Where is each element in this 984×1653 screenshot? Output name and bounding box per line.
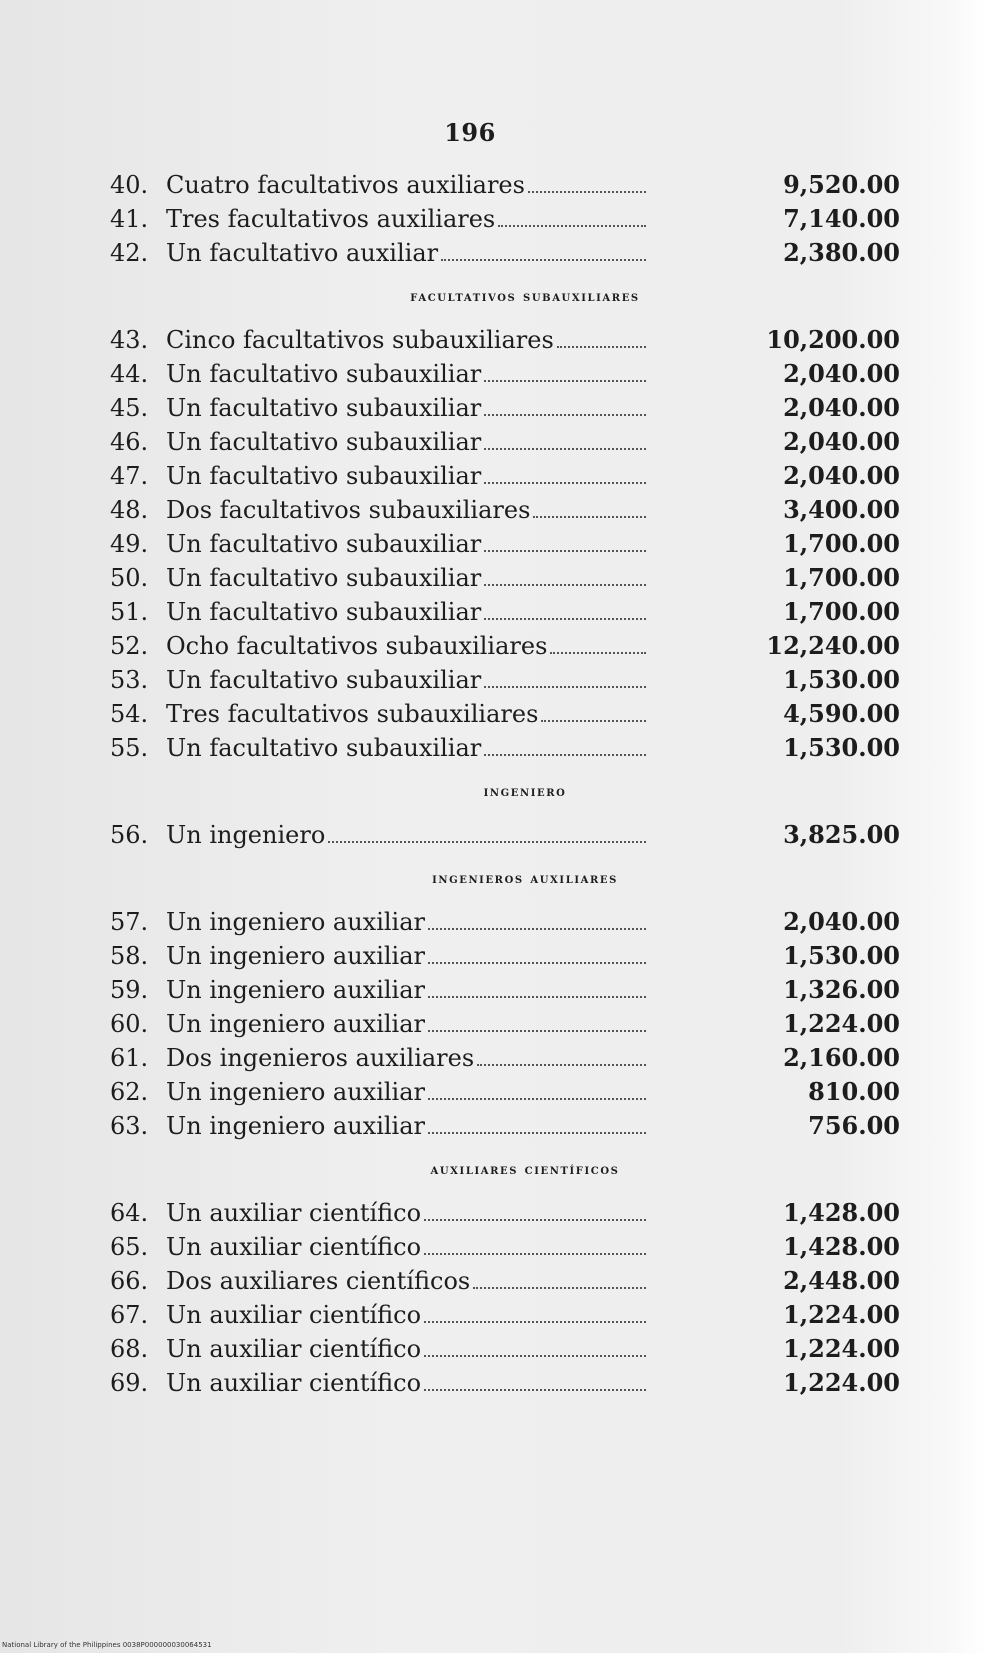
dot-leader [477,1064,646,1066]
item-description-text: Un facultativo subauxiliar [166,734,482,762]
item-amount: 2,040.00 [783,393,900,422]
item-description-text: Un facultativo auxiliar [166,239,439,267]
item-description-text: Un ingeniero auxiliar [166,1112,426,1140]
item-number: 66. [110,1267,149,1295]
line-item [110,461,900,495]
item-description-text: Un facultativo subauxiliar [166,530,482,558]
item-number: 43. [110,326,149,354]
item-number: 48. [110,496,149,524]
item-amount: 4,590.00 [783,699,900,728]
item-number: 40. [110,171,149,199]
dot-leader [484,380,646,382]
item-description-text: Tres facultativos auxiliares [166,205,496,233]
item-description [166,1044,646,1072]
item-description-text: Un facultativo subauxiliar [166,564,482,592]
item-description [166,821,646,849]
item-description-text: Dos auxiliares científicos [166,1267,471,1295]
item-description [166,976,646,1004]
section-heading: ingenieros auxiliares [432,870,618,887]
item-description-text: Un facultativo subauxiliar [166,462,482,490]
line-item [110,427,900,461]
item-description-text: Un ingeniero [166,821,326,849]
item-number: 65. [110,1233,149,1261]
item-amount: 2,040.00 [783,359,900,388]
item-description [166,564,646,592]
item-description-text: Un facultativo subauxiliar [166,394,482,422]
item-description-text: Cinco facultativos subauxiliares [166,326,554,354]
item-description-text: Un auxiliar científico [166,1369,422,1397]
scan-footer: National Library of the Philippines 0038P000000030064531 [2,1641,212,1649]
page-edge-highlight [944,0,984,1653]
item-number: 54. [110,700,149,728]
item-description [166,632,646,660]
dot-leader [328,841,646,843]
item-amount: 1,428.00 [783,1232,900,1261]
item-description [166,1078,646,1106]
line-item [110,1334,900,1368]
line-item [110,1198,900,1232]
item-description-text: Un ingeniero auxiliar [166,976,426,1004]
dot-leader [473,1287,646,1289]
item-amount: 1,224.00 [783,1009,900,1038]
dot-leader [484,414,646,416]
dot-leader [424,1321,646,1323]
item-number: 68. [110,1335,149,1363]
item-description-text: Un facultativo subauxiliar [166,666,482,694]
line-item [110,941,900,975]
item-number: 64. [110,1199,149,1227]
line-item [110,733,900,767]
item-number: 59. [110,976,149,1004]
section-heading: facultativos subauxiliares [410,288,640,305]
dot-leader [533,516,646,518]
line-item [110,238,900,272]
item-amount: 1,700.00 [783,597,900,626]
line-item [110,1009,900,1043]
item-number: 58. [110,942,149,970]
dot-leader [424,1355,646,1357]
item-description-text: Un facultativo subauxiliar [166,598,482,626]
item-description [166,1335,646,1363]
item-description [166,700,646,728]
item-description [166,598,646,626]
item-description [166,530,646,558]
item-amount: 2,040.00 [783,907,900,936]
dot-leader [424,1219,646,1221]
line-item [110,1077,900,1111]
line-item [110,204,900,238]
item-description-text: Tres facultativos subauxiliares [166,700,539,728]
dot-leader [557,346,646,348]
item-amount: 7,140.00 [783,204,900,233]
item-description [166,1112,646,1140]
item-description-text: Un auxiliar científico [166,1301,422,1329]
line-item [110,1266,900,1300]
dot-leader [424,1253,646,1255]
item-description-text: Un ingeniero auxiliar [166,908,426,936]
item-number: 53. [110,666,149,694]
item-description [166,360,646,388]
dot-leader [484,448,646,450]
item-number: 50. [110,564,149,592]
line-item [110,495,900,529]
line-item [110,359,900,393]
dot-leader [428,996,646,998]
item-amount: 1,326.00 [783,975,900,1004]
item-amount: 2,380.00 [783,238,900,267]
item-description-text: Un facultativo subauxiliar [166,360,482,388]
item-description [166,1233,646,1261]
item-number: 63. [110,1112,149,1140]
item-number: 52. [110,632,149,660]
item-description [166,1010,646,1038]
item-description-text: Ocho facultativos subauxiliares [166,632,548,660]
item-amount: 3,400.00 [783,495,900,524]
item-amount: 1,428.00 [783,1198,900,1227]
dot-leader [484,482,646,484]
dot-leader [428,1030,646,1032]
line-item [110,597,900,631]
item-amount: 10,200.00 [766,325,900,354]
item-amount: 2,040.00 [783,427,900,456]
item-number: 47. [110,462,149,490]
item-description [166,496,646,524]
item-number: 45. [110,394,149,422]
item-number: 49. [110,530,149,558]
item-amount: 1,700.00 [783,529,900,558]
item-description [166,942,646,970]
item-description-text: Un auxiliar científico [166,1335,422,1363]
dot-leader [550,652,646,654]
item-number: 69. [110,1369,149,1397]
item-number: 56. [110,821,149,849]
item-number: 55. [110,734,149,762]
dot-leader [484,686,646,688]
line-item [110,170,900,204]
item-description-text: Un facultativo subauxiliar [166,428,482,456]
item-description [166,734,646,762]
item-description-text: Dos facultativos subauxiliares [166,496,531,524]
item-amount: 1,224.00 [783,1368,900,1397]
item-amount: 3,825.00 [783,820,900,849]
item-description [166,1267,646,1295]
line-item [110,631,900,665]
section-heading: auxiliares científicos [430,1161,620,1178]
item-amount: 756.00 [808,1111,900,1140]
line-item [110,563,900,597]
item-number: 62. [110,1078,149,1106]
item-amount: 2,448.00 [783,1266,900,1295]
item-description [166,326,646,354]
item-description-text: Un ingeniero auxiliar [166,1078,426,1106]
line-item [110,393,900,427]
dot-leader [424,1389,646,1391]
item-amount: 2,160.00 [783,1043,900,1072]
line-item [110,975,900,1009]
item-amount: 810.00 [808,1077,900,1106]
line-item [110,1043,900,1077]
item-amount: 1,530.00 [783,733,900,762]
line-item [110,665,900,699]
item-amount: 1,530.00 [783,665,900,694]
line-item [110,699,900,733]
item-amount: 1,530.00 [783,941,900,970]
item-description [166,239,646,267]
dot-leader [428,1098,646,1100]
item-number: 67. [110,1301,149,1329]
dot-leader [541,720,646,722]
item-number: 60. [110,1010,149,1038]
dot-leader [484,618,646,620]
line-item [110,529,900,563]
dot-leader [428,928,646,930]
item-description [166,428,646,456]
line-item [110,1111,900,1145]
item-description-text: Cuatro facultativos auxiliares [166,171,525,199]
item-number: 57. [110,908,149,936]
item-description-text: Dos ingenieros auxiliares [166,1044,475,1072]
item-description-text: Un ingeniero auxiliar [166,1010,426,1038]
dot-leader [484,754,646,756]
item-amount: 1,700.00 [783,563,900,592]
dot-leader [498,225,646,227]
item-number: 51. [110,598,149,626]
item-amount: 12,240.00 [766,631,900,660]
dot-leader [441,259,646,261]
dot-leader [484,550,646,552]
dot-leader [428,962,646,964]
item-description [166,205,646,233]
line-item [110,1368,900,1402]
item-amount: 1,224.00 [783,1334,900,1363]
line-item [110,325,900,359]
dot-leader [428,1132,646,1134]
dot-leader [484,584,646,586]
line-item [110,907,900,941]
item-description-text: Un auxiliar científico [166,1233,422,1261]
budget-list [110,170,900,1402]
item-number: 41. [110,205,149,233]
item-amount: 1,224.00 [783,1300,900,1329]
item-description [166,171,646,199]
item-number: 61. [110,1044,149,1072]
item-description [166,908,646,936]
line-item [110,820,900,854]
item-description-text: Un auxiliar científico [166,1199,422,1227]
page-number: 196 [444,118,496,147]
item-description [166,1301,646,1329]
item-description [166,394,646,422]
item-description [166,1369,646,1397]
item-number: 42. [110,239,149,267]
line-item [110,1232,900,1266]
item-description [166,462,646,490]
dot-leader [528,191,646,193]
item-description [166,666,646,694]
item-amount: 2,040.00 [783,461,900,490]
line-item [110,1300,900,1334]
section-heading: ingeniero [483,783,567,800]
item-number: 44. [110,360,149,388]
item-description-text: Un ingeniero auxiliar [166,942,426,970]
item-description [166,1199,646,1227]
item-number: 46. [110,428,149,456]
item-amount: 9,520.00 [783,170,900,199]
